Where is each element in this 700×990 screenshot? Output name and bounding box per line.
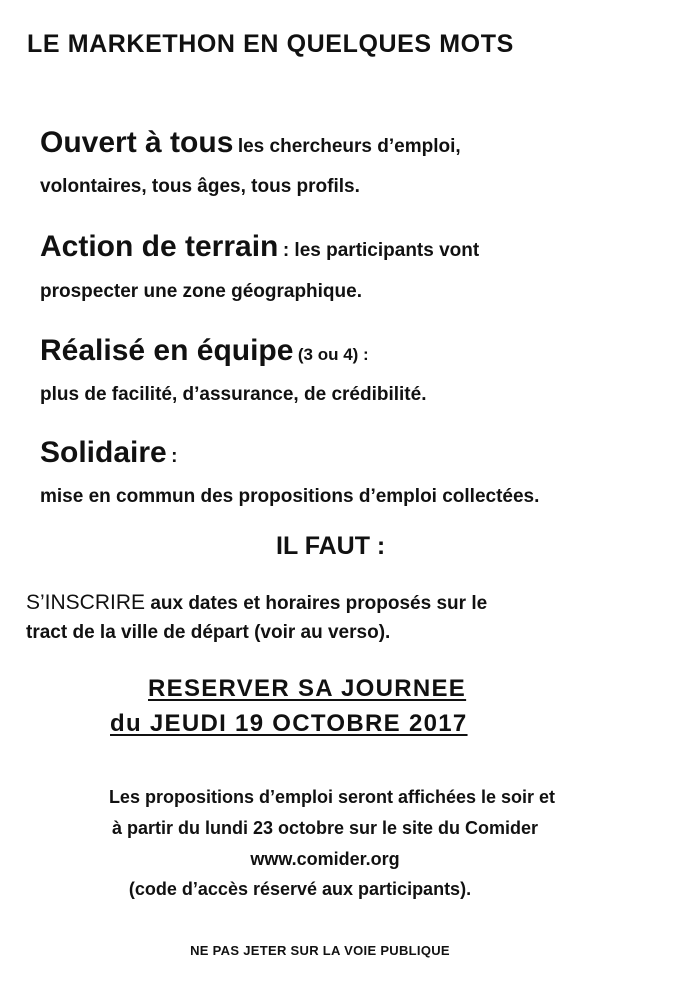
inscrire-detail: tract de la ville de départ (voir au verso).	[26, 622, 391, 643]
item-action-heading: Action de terrain	[40, 230, 279, 263]
item-action	[40, 230, 479, 264]
item-equipe	[40, 334, 369, 368]
info-website: www.comider.org	[250, 849, 400, 869]
info-line-1: Les propositions d’emploi seront affichées le soir et	[108, 787, 556, 807]
item-solidaire	[40, 436, 178, 470]
reserver-heading: RESERVER SA JOURNEE	[148, 675, 467, 702]
info-line-4: (code d’accès réservé aux participants).	[128, 879, 472, 899]
item-action-text: : les participants vont	[282, 240, 480, 261]
reserver-date: du JEUDI 19 OCTOBRE 2017	[110, 710, 468, 737]
inscrire-line	[26, 591, 487, 615]
item-ouvert-heading: Ouvert à tous	[40, 126, 234, 159]
item-equipe-detail: plus de facilité, d’assurance, de crédibilité.	[40, 384, 427, 405]
footer-notice: NE PAS JETER SUR LA VOIE PUBLIQUE	[190, 943, 450, 958]
info-line-2: à partir du lundi 23 octobre sur le site du Comider	[111, 818, 539, 838]
page-title: LE MARKETHON EN QUELQUES MOTS	[27, 30, 514, 58]
item-action-detail: prospecter une zone géographique.	[40, 281, 362, 302]
item-ouvert-detail: volontaires, tous âges, tous profils.	[40, 176, 360, 197]
item-solidaire-colon: :	[171, 446, 178, 467]
inscrire-keyword: S’INSCRIRE	[26, 591, 146, 614]
inscrire-text: aux dates et horaires proposés sur le	[150, 593, 488, 614]
item-equipe-heading: Réalisé en équipe	[40, 334, 294, 367]
section-heading-il-faut: IL FAUT :	[276, 532, 386, 560]
item-ouvert-text: les chercheurs d’emploi,	[237, 136, 461, 157]
item-ouvert	[40, 126, 461, 160]
item-solidaire-heading: Solidaire	[40, 436, 167, 469]
item-solidaire-detail: mise en commun des propositions d’emploi collectées.	[40, 486, 540, 507]
item-equipe-team-size: (3 ou 4) :	[297, 345, 369, 364]
